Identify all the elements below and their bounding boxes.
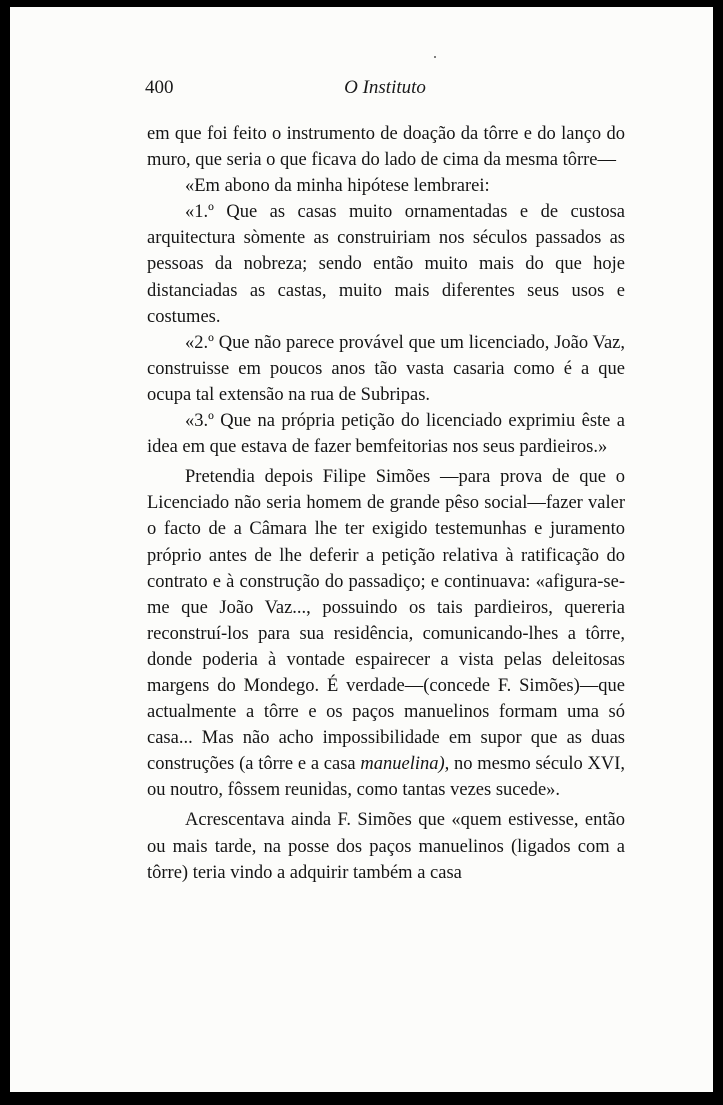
page-number: 400 (145, 77, 174, 98)
body-text (147, 121, 625, 886)
paragraph-text: Pretendia depois Filipe Simões —para prova de que o Licenciado não seria homem de grande pêso social—fazer valer o facto de a Câmara lhe ter exigido testemunhas e juramento próprio antes de lhe deferir a petição relativa à ratificação do contrato e à construção do passadiço; e continuava: «afigura-se-me que João Vaz..., possuindo os tais pardieiros, quereria reconstruí-los para sua residência, comunicando-lhes a tôrre, donde poderia à vontade espairecer a vista pelas deleitosas margens do Mondego. É verdade—(concede F. Simões)—que actualmente a tôrre e os paços manuelinos formam uma só casa... Mas não acho impossibilidade em supor que as duas construções (a tôrre e a casa (147, 467, 625, 775)
paragraph: Acrescentava ainda F. Simões que «quem estivesse, então ou mais tarde, na posse dos paços manuelinos (ligados com a tôrre) teria vindo a adquirir também a casa (147, 810, 625, 883)
ink-speck (434, 56, 436, 58)
book-page (10, 7, 713, 1092)
paragraph: «3.º Que na própria petição do licenciado exprimiu êste a idea em que estava de fazer bemfeitorias nos seus pardieiros.» (147, 411, 625, 458)
page-header (145, 77, 625, 107)
paragraph: «1.º Que as casas muito ornamentadas e de custosa arquitectura sòmente as construiriam nos séculos passados as pessoas da nobreza; sendo então muito mais do que hoje distanciadas as castas, muito mais diferentes seus usos e costumes. (147, 202, 625, 327)
paragraph: «2.º Que não parece provável que um licenciado, João Vaz, construisse em poucos anos tão vasta casaria como é a que ocupa tal extensão na rua de Subripas. (147, 332, 625, 405)
paragraph (147, 464, 625, 803)
paragraph-text: no mesmo século XVI, ou noutro, fôssem reunidas, como tantas vezes sucede». (147, 754, 625, 801)
running-title: O Instituto (344, 77, 426, 98)
paragraph: «Em abono da minha hipótese lembrarei: (185, 176, 490, 197)
italic-word: manuelina), (360, 754, 450, 775)
paragraph: em que foi feito o instrumento de doação da tôrre e do lanço do muro, que seria o que ficava do lado de cima da mesma tôrre— (147, 124, 625, 171)
